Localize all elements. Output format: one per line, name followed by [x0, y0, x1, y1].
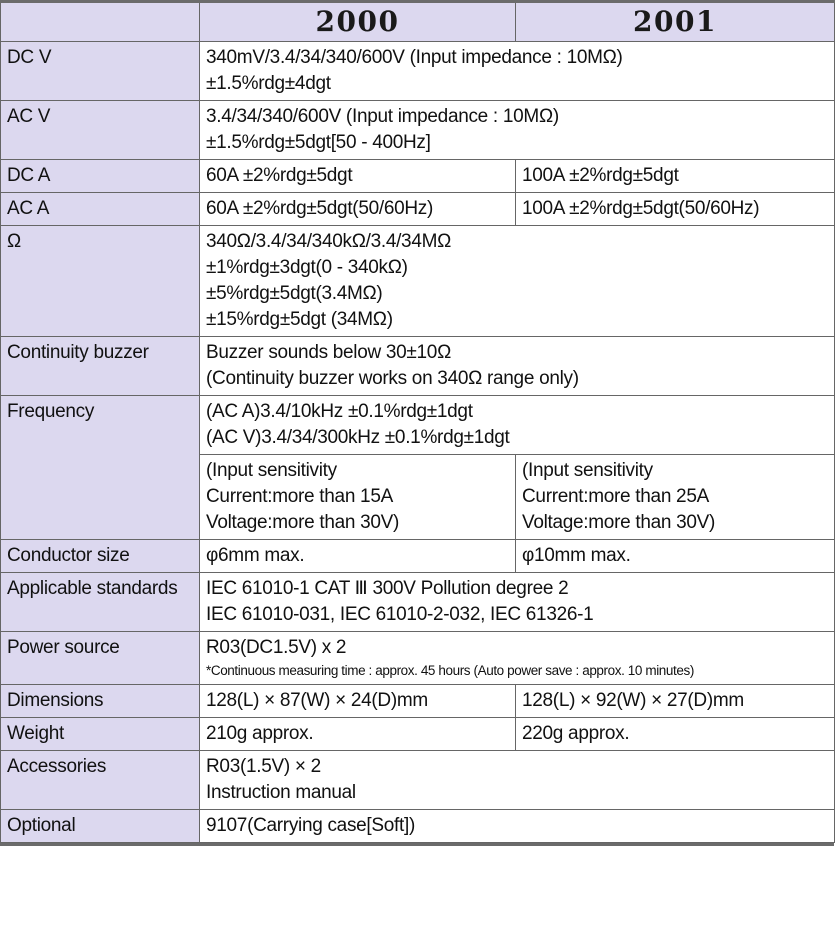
aca-2000: 60A ±2%rdg±5dgt(50/60Hz) — [200, 193, 516, 226]
power-value — [200, 632, 835, 685]
sensitivity-line: Current:more than 25A — [522, 486, 709, 507]
frequency-aca: (AC A)3.4/10kHz ±0.1%rdg±1dgt — [206, 401, 473, 422]
standard-line: IEC 61010-1 CAT Ⅲ 300V Pollution degree 2 — [206, 578, 569, 599]
table-row — [1, 810, 835, 843]
ohm-accuracy-3: ±15%rdg±5dgt (34MΩ) — [206, 309, 393, 330]
buzzer-note: (Continuity buzzer works on 340Ω range only) — [206, 368, 579, 389]
dca-2000: 60A ±2%rdg±5dgt — [200, 160, 516, 193]
sensitivity-line: (Input sensitivity — [522, 460, 653, 481]
row-label-aca: AC A — [1, 193, 200, 226]
power-battery: R03(DC1.5V) x 2 — [206, 637, 347, 658]
buzzer-value — [200, 337, 835, 396]
acv-accuracy: ±1.5%rdg±5dgt[50 - 400Hz] — [206, 132, 431, 153]
row-label-optional: Optional — [1, 810, 200, 843]
model-2001-header: 2001 — [516, 2, 835, 42]
table-row — [1, 193, 835, 226]
table-row — [1, 540, 835, 573]
dimensions-2001: 128(L) × 92(W) × 27(D)mm — [516, 685, 835, 718]
row-label-acv: AC V — [1, 101, 200, 160]
conductor-2001: φ10mm max. — [516, 540, 835, 573]
frequency-acv: (AC V)3.4/34/300kHz ±0.1%rdg±1dgt — [206, 427, 510, 448]
dcv-range: 340mV/3.4/34/340/600V (Input impedance : 10MΩ) — [206, 47, 623, 68]
row-label-buzzer: Continuity buzzer — [1, 337, 200, 396]
optional-value: 9107(Carrying case[Soft]) — [200, 810, 835, 843]
accessory-line: R03(1.5V) × 2 — [206, 756, 321, 777]
weight-2000: 210g approx. — [200, 718, 516, 751]
row-label-dca: DC A — [1, 160, 200, 193]
accessories-value — [200, 751, 835, 810]
acv-value — [200, 101, 835, 160]
dcv-accuracy: ±1.5%rdg±4dgt — [206, 73, 331, 94]
table-row — [1, 685, 835, 718]
table-row — [1, 160, 835, 193]
sensitivity-line: Voltage:more than 30V) — [522, 512, 716, 533]
acv-range: 3.4/34/340/600V (Input impedance : 10MΩ) — [206, 106, 559, 127]
table-row — [1, 396, 835, 455]
table-row — [1, 42, 835, 101]
ohm-accuracy-2: ±5%rdg±5dgt(3.4MΩ) — [206, 283, 383, 304]
table-row — [1, 751, 835, 810]
dimensions-2000: 128(L) × 87(W) × 24(D)mm — [200, 685, 516, 718]
dcv-value — [200, 42, 835, 101]
row-label-power: Power source — [1, 632, 200, 685]
frequency-sensitivity-2001 — [516, 455, 835, 540]
row-label-standards: Applicable standards — [1, 573, 200, 632]
ohm-accuracy-1: ±1%rdg±3dgt(0 - 340kΩ) — [206, 257, 408, 278]
row-label-conductor: Conductor size — [1, 540, 200, 573]
table-row — [1, 226, 835, 337]
buzzer-threshold: Buzzer sounds below 30±10Ω — [206, 342, 451, 363]
sensitivity-line: Current:more than 15A — [206, 486, 393, 507]
dca-2001: 100A ±2%rdg±5dgt — [516, 160, 835, 193]
row-label-frequency: Frequency — [1, 396, 200, 540]
bottom-rule — [0, 843, 834, 846]
ohm-value — [200, 226, 835, 337]
weight-2001: 220g approx. — [516, 718, 835, 751]
row-label-accessories: Accessories — [1, 751, 200, 810]
frequency-ranges — [200, 396, 835, 455]
accessory-line: Instruction manual — [206, 782, 356, 803]
model-2000-header: 2000 — [200, 2, 516, 42]
table-row — [1, 632, 835, 685]
conductor-2000: φ6mm max. — [200, 540, 516, 573]
power-note: *Continuous measuring time : approx. 45 hours (Auto power save : approx. 10 minutes) — [206, 663, 694, 678]
sensitivity-line: Voltage:more than 30V) — [206, 512, 400, 533]
row-label-dimensions: Dimensions — [1, 685, 200, 718]
row-label-ohm: Ω — [1, 226, 200, 337]
header-row — [1, 2, 835, 42]
table-row — [1, 718, 835, 751]
header-corner-cell — [1, 2, 200, 42]
standard-line: IEC 61010-031, IEC 61010-2-032, IEC 61326-1 — [206, 604, 594, 625]
row-label-dcv: DC V — [1, 42, 200, 101]
ohm-range: 340Ω/3.4/34/340kΩ/3.4/34MΩ — [206, 231, 452, 252]
standards-value — [200, 573, 835, 632]
row-label-weight: Weight — [1, 718, 200, 751]
aca-2001: 100A ±2%rdg±5dgt(50/60Hz) — [516, 193, 835, 226]
table-row — [1, 573, 835, 632]
table-row — [1, 337, 835, 396]
table-row — [1, 101, 835, 160]
frequency-sensitivity-2000 — [200, 455, 516, 540]
sensitivity-line: (Input sensitivity — [206, 460, 337, 481]
